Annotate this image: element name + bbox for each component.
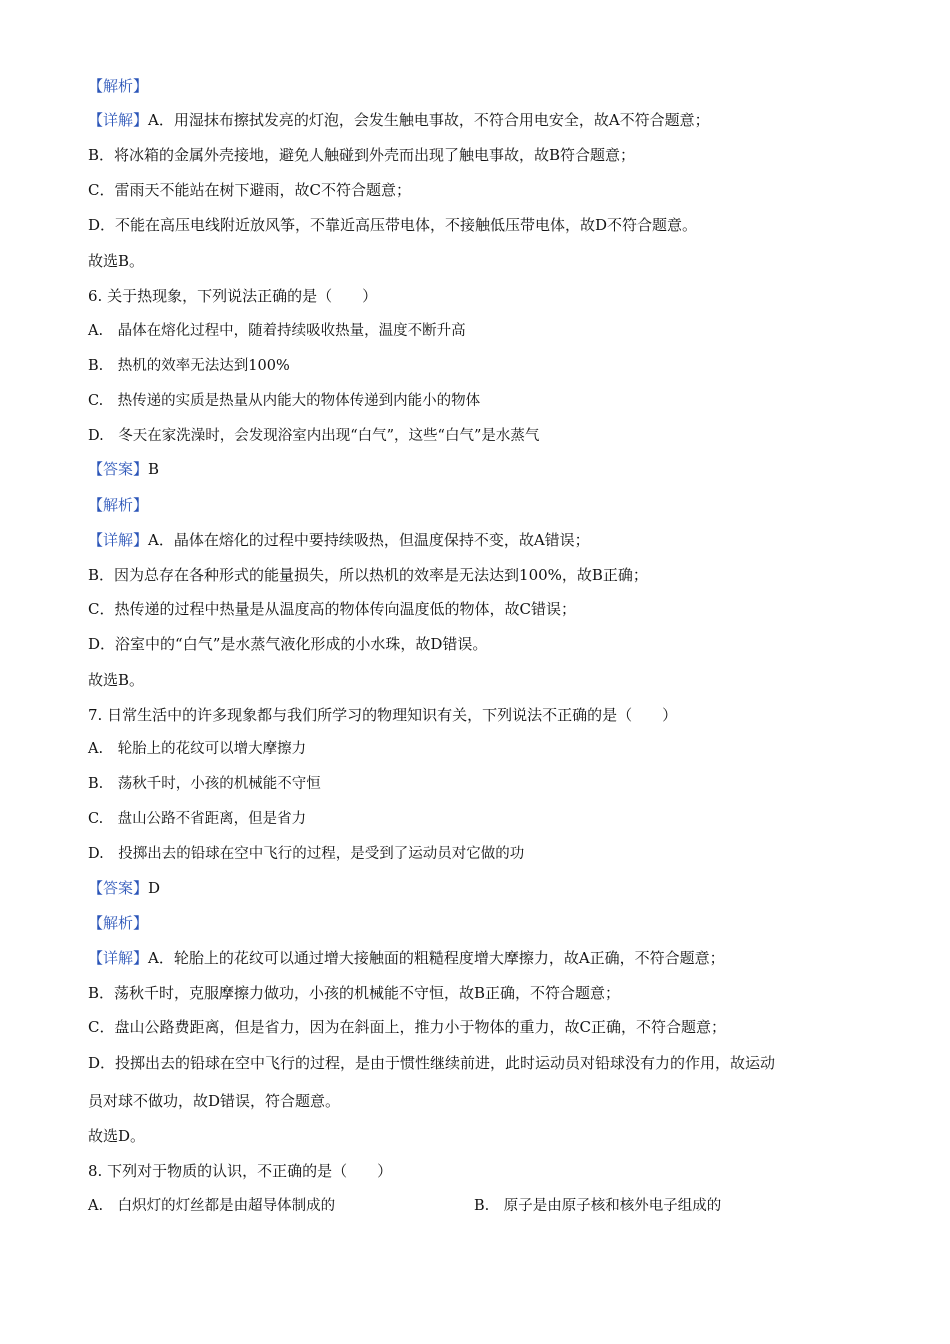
detail-line: D．投掷出去的铅球在空中飞行的过程，是由于惯性继续前进，此时运动员对铅球没有力的作用，故运动 <box>88 1054 776 1072</box>
choice-line: 故选B。 <box>88 671 145 689</box>
option-d: D. 投掷出去的铅球在空中飞行的过程，是受到了运动员对它做的功 <box>88 846 525 862</box>
option-b: B. 热机的效率无法达到100% <box>88 358 290 374</box>
detail-tag: 【详解】 <box>88 531 149 549</box>
option-c: C. 盘山公路不省距离，但是省力 <box>88 811 307 827</box>
option-a: A. 轮胎上的花纹可以增大摩擦力 <box>88 741 307 757</box>
detail-line: C．盘山公路费距离，但是省力，因为在斜面上，推力小于物体的重力，故C正确，不符合题意； <box>88 1018 726 1036</box>
detail-line: C．热传递的过程中热量是从温度高的物体传向温度低的物体，故C错误； <box>88 600 576 618</box>
option-c: C. 热传递的实质是热量从内能大的物体传递到内能小的物体 <box>88 393 481 409</box>
detail-paragraph <box>88 947 725 969</box>
detail-line: B．荡秋千时，克服摩擦力做功，小孩的机械能不守恒，故B正确，不符合题意； <box>88 984 621 1002</box>
option-a: A. 白炽灯的灯丝都是由超导体制成的 <box>88 1198 336 1214</box>
answer-tag: 【答案】 <box>88 460 149 478</box>
detail-paragraph <box>88 109 710 131</box>
analysis-tag: 【解析】 <box>88 77 149 95</box>
detail-text: A．轮胎上的花纹可以通过增大接触面的粗糙程度增大摩擦力，故A正确，不符合题意； <box>148 949 725 967</box>
analysis-tag: 【解析】 <box>88 914 149 932</box>
choice-line: 故选B。 <box>88 252 145 270</box>
detail-line: B．因为总存在各种形式的能量损失，所以热机的效率是无法达到100%，故B正确； <box>88 566 648 584</box>
question-stem: 7. 日常生活中的许多现象都与我们所学习的物理知识有关，下列说法不正确的是（ ） <box>88 706 678 724</box>
detail-line: D．不能在高压电线附近放风筝，不靠近高压带电体，不接触低压带电体，故D不符合题意。 <box>88 216 698 234</box>
detail-tag: 【详解】 <box>88 111 149 129</box>
option-b: B. 荡秋千时，小孩的机械能不守恒 <box>88 776 321 792</box>
option-a: A. 晶体在熔化过程中，随着持续吸收热量，温度不断升高 <box>88 323 466 339</box>
answer-line <box>88 877 160 899</box>
answer-value: D <box>148 879 161 897</box>
answer-value: B <box>148 460 160 478</box>
analysis-tag: 【解析】 <box>88 496 149 514</box>
question-stem: 8. 下列对于物质的认识，不正确的是（ ） <box>88 1162 393 1180</box>
detail-text: A．用湿抹布擦拭发亮的灯泡，会发生触电事故，不符合用电安全，故A不符合题意； <box>148 111 710 129</box>
detail-line: 员对球不做功，故D错误，符合题意。 <box>88 1092 341 1110</box>
detail-paragraph <box>88 529 590 551</box>
question-stem: 6. 关于热现象，下列说法正确的是（ ） <box>88 287 378 305</box>
detail-line: C．雷雨天不能站在树下避雨，故C不符合题意； <box>88 181 411 199</box>
detail-tag: 【详解】 <box>88 949 149 967</box>
option-b: B. 原子是由原子核和核外电子组成的 <box>474 1198 722 1214</box>
answer-tag: 【答案】 <box>88 879 149 897</box>
detail-text: A．晶体在熔化的过程中要持续吸热，但温度保持不变，故A错误； <box>148 531 590 549</box>
option-d: D. 冬天在家洗澡时，会发现浴室内出现“白气”，这些“白气”是水蒸气 <box>88 428 540 444</box>
answer-line <box>88 458 159 480</box>
detail-line: B．将冰箱的金属外壳接地，避免人触碰到外壳而出现了触电事故，故B符合题意； <box>88 146 636 164</box>
detail-line: D．浴室中的“白气”是水蒸气液化形成的小水珠，故D错误。 <box>88 635 488 653</box>
choice-line: 故选D。 <box>88 1127 146 1145</box>
